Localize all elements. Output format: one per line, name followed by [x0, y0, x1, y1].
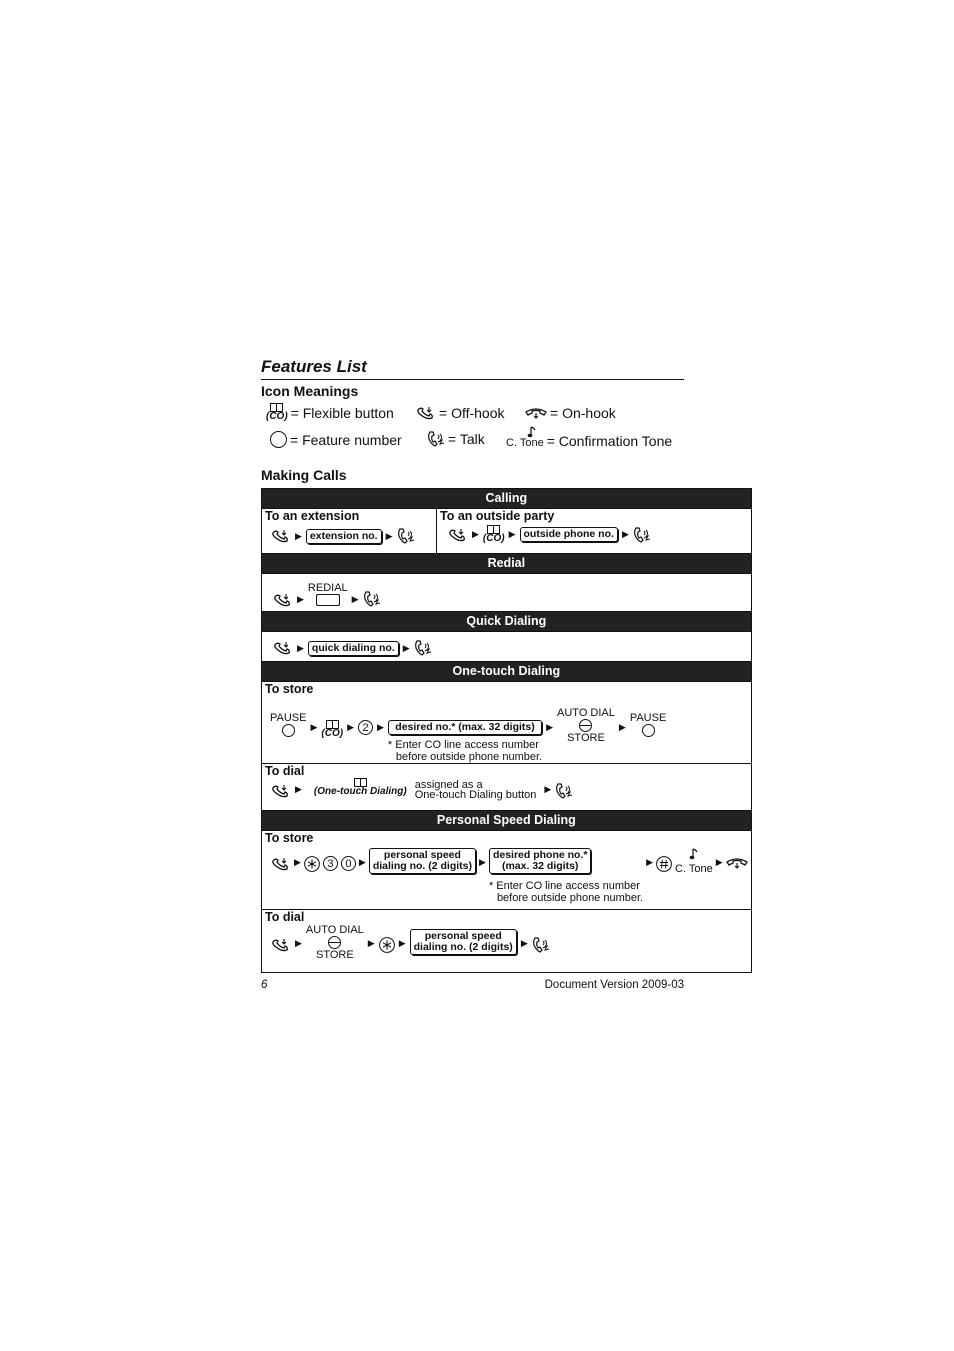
feature-number-icon [270, 431, 287, 448]
talk-icon [414, 639, 432, 657]
confirmation-tone-icon: C. Tone [675, 848, 713, 875]
off-hook-icon [273, 593, 293, 607]
one-touch-button-icon: (One-touch Dialing) [314, 778, 407, 797]
personal-store-title: To store [265, 831, 314, 845]
pause-key-2: PAUSE [630, 712, 666, 737]
one-touch-dial-sequence: ▶ (One-touch Dialing) assigned as a One-touch Dialing button ▶ [265, 778, 748, 800]
one-touch-note-1: * Enter CO line access number [387, 739, 539, 751]
talk-icon [397, 527, 415, 545]
personal-store-sequence: ▶ 3 0 ▶ personal speed dialing no. (2 digits) ▶ desired phone no.* (max. 32 digits) * Enter CO line access number before outside phone number. ▶ C. Tone ▶ [265, 848, 748, 904]
calling-bar: Calling [262, 489, 752, 509]
one-touch-bar: One-touch Dialing [262, 662, 752, 682]
assigned-text-1: assigned as a [414, 779, 483, 791]
auto-dial-store-key: AUTO DIAL STORE [305, 924, 364, 961]
quick-dialing-box: quick dialing no. [308, 641, 399, 656]
redial-cell [262, 574, 752, 612]
page-number: 6 [261, 979, 268, 991]
legend-offhook-text: = Off-hook [439, 405, 505, 421]
redial-key: REDIAL [308, 582, 348, 606]
legend-feature-text: = Feature number [290, 431, 402, 448]
extension-no-box: extension no. [306, 529, 382, 544]
off-hook-icon [271, 857, 291, 871]
redial-sequence: ▶ REDIAL ▶ [265, 580, 748, 608]
star-key-icon [304, 856, 320, 872]
personal-dial-sequence: ▶ AUTO DIAL STORE ▶ ▶ personal speed dialing no. (2 digits) ▶ [265, 924, 748, 961]
quick-dialing-bar: Quick Dialing [262, 612, 752, 632]
hash-key-icon [656, 856, 672, 872]
personal-note-1: * Enter CO line access number [488, 880, 640, 892]
desired-phone-no-box: desired phone no.* (max. 32 digits) [489, 848, 592, 874]
off-hook-icon [416, 406, 436, 420]
on-hook-icon [726, 857, 748, 869]
star-key-icon [379, 937, 395, 953]
off-hook-icon [273, 641, 293, 655]
legend-feature [270, 431, 402, 448]
making-calls-heading: Making Calls [261, 467, 347, 483]
calling-outside-cell [437, 509, 752, 554]
on-hook-icon [525, 407, 547, 419]
legend-confirmation-text: = Confirmation Tone [546, 433, 673, 449]
extension-title: To an extension [265, 509, 360, 523]
talk-icon [532, 936, 550, 954]
extension-sequence: ▶ extension no. ▶ [265, 527, 433, 545]
outside-sequence: ▶ (CO) ▶ outside phone no. ▶ [440, 525, 748, 544]
one-touch-store-cell [262, 682, 752, 764]
legend-flexible [266, 403, 394, 422]
talk-icon [427, 430, 445, 448]
auto-dial-store-key: AUTO DIAL STORE [557, 707, 615, 744]
assigned-text-2: One-touch Dialing button [414, 789, 537, 801]
key-3: 3 [323, 856, 338, 871]
personal-store-cell [262, 831, 752, 910]
flexible-button-icon: (CO) [266, 403, 288, 422]
off-hook-icon [448, 528, 468, 542]
quick-dialing-sequence: ▶ quick dialing no. ▶ [265, 639, 748, 657]
legend-flexible-text: = Flexible button [290, 404, 394, 421]
feature-number-2: 2 [358, 720, 373, 735]
quick-dialing-cell [262, 632, 752, 662]
legend-talk-text: = Talk [448, 431, 485, 447]
confirmation-tone-icon: C. Tone [506, 426, 544, 449]
legend-onhook [525, 405, 616, 421]
talk-icon [633, 526, 651, 544]
legend-talk [427, 430, 485, 448]
personal-note-2: before outside phone number. [496, 892, 644, 904]
talk-icon [555, 782, 573, 800]
one-touch-store-sequence: PAUSE ▶ (CO) ▶ 2 ▶ desired no.* (max. 32 digits) * Enter CO line access number before outside phone number. ▶ AUTO DIAL STORE ▶ PAUSE [270, 707, 667, 763]
off-hook-icon [271, 529, 291, 543]
one-touch-note-2: before outside phone number. [395, 751, 543, 763]
desired-no-box: desired no.* (max. 32 digits) [388, 720, 542, 735]
making-calls-table [261, 488, 752, 973]
one-touch-store-title: To store [265, 682, 314, 696]
flexible-button-icon: (CO) [483, 525, 505, 544]
off-hook-icon [271, 938, 291, 952]
legend-offhook [416, 405, 505, 421]
personal-dial-title: To dial [265, 910, 305, 924]
page-title: Features List [261, 356, 684, 380]
icon-meanings-heading: Icon Meanings [261, 383, 359, 399]
legend-confirmation [506, 425, 672, 449]
outside-phone-no-box: outside phone no. [520, 527, 618, 542]
off-hook-icon [271, 784, 291, 798]
flexible-button-icon: (CO) [321, 720, 343, 739]
calling-extension-cell [262, 509, 437, 554]
one-touch-dial-title: To dial [265, 764, 305, 778]
outside-title: To an outside party [440, 509, 555, 523]
pause-key: PAUSE [270, 712, 306, 737]
talk-icon [363, 590, 381, 608]
legend-onhook-text: = On-hook [550, 405, 616, 421]
personal-speed-bar: Personal Speed Dialing [262, 811, 752, 831]
personal-dial-cell [262, 910, 752, 973]
personal-speed-no-box: personal speed dialing no. (2 digits) [369, 848, 476, 874]
personal-speed-dial-box: personal speed dialing no. (2 digits) [410, 929, 517, 955]
redial-bar: Redial [262, 554, 752, 574]
key-0: 0 [341, 856, 356, 871]
document-version: Document Version 2009-03 [544, 979, 684, 991]
one-touch-dial-cell [262, 764, 752, 811]
